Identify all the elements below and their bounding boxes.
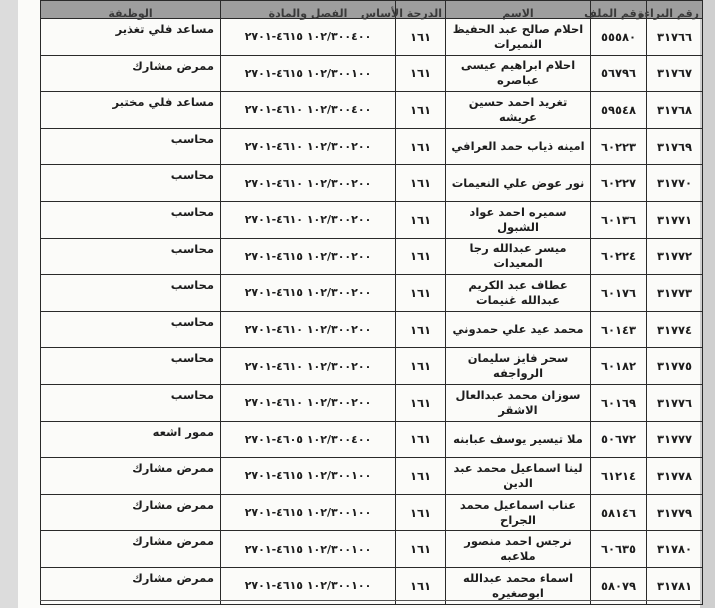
row-name: لينا اسماعيل محمد عبد الدين: [446, 458, 591, 495]
table-row: [41, 567, 703, 604]
left-scan-margin: [0, 0, 18, 608]
row-seq-number: ٣١٧٧٨: [647, 458, 703, 495]
row-grade-code: ١٦١: [396, 458, 446, 495]
table-row: [41, 421, 703, 458]
row-account-code: ١٠٢/٣٠٠٤٠٠ ٤٦٠٥-٢٧٠١: [221, 421, 396, 458]
row-seq-number: ٣١٧٧٤: [647, 311, 703, 348]
header-file: رقم الملف: [591, 1, 647, 19]
row-grade-code: ١٦١: [396, 201, 446, 238]
row-grade-code: ١٦١: [396, 55, 446, 92]
row-file-number: ٦٠٢٢٣: [591, 128, 647, 165]
row-name: نرجس احمد منصور ملاعبه: [446, 531, 591, 568]
row-file-number: ٥٥٥٨٠: [591, 19, 647, 56]
row-name: ميسر عبدالله رجا المعيدات: [446, 238, 591, 275]
row-job-title: مساعد فلي مختبر: [41, 92, 221, 129]
row-grade-code: ١٦١: [396, 567, 446, 604]
row-seq-number: ٣١٧٧٣: [647, 275, 703, 312]
header-account: الفصل والمادة: [221, 1, 396, 19]
table-row: [41, 531, 703, 568]
row-grade-code: ١٦١: [396, 311, 446, 348]
row-seq-number: ٣١٧٧٠: [647, 165, 703, 202]
row-name: نور عوض علي النعيمات: [446, 165, 591, 202]
row-account-code: ١٠٢/٣٠٠٢٠٠ ٤٦١٠-٢٧٠١: [221, 165, 396, 202]
table-body: [41, 19, 703, 605]
row-file-number: ٥٩٥٤٨: [591, 92, 647, 129]
row-file-number: ٦٠١٧٦: [591, 275, 647, 312]
row-name: سحر فايز سليمان الرواجفه: [446, 348, 591, 385]
header-code: الدرجة الأساس: [396, 1, 446, 19]
table-row: [41, 458, 703, 495]
row-account-code: ١٠٢/٣٠٠٢٠٠ ٤٦١٠-٢٧٠١: [221, 128, 396, 165]
row-account-code: ١٠٢/٣٠٠٢٠٠ ٤٦١٠-٢٧٠١: [221, 311, 396, 348]
row-file-number: ٦٠١٣٦: [591, 201, 647, 238]
row-job-title: محاسب: [41, 348, 221, 385]
row-account-code: ١٠٢/٣٠٠٢٠٠ ٤٦١٥-٢٧٠١: [221, 238, 396, 275]
row-name: ملا تيسير يوسف عبابنه: [446, 421, 591, 458]
row-job-title: مساعد فلي تغذير: [41, 19, 221, 56]
row-file-number: ٦٠٦٣٥: [591, 531, 647, 568]
row-job-title: ممرض مشارك: [41, 494, 221, 531]
table-row: [41, 128, 703, 165]
row-job-title: ممرض مشارك: [41, 458, 221, 495]
row-seq-number: ٣١٧٧١: [647, 201, 703, 238]
page-bottom-rule: [40, 600, 700, 601]
row-seq-number: ٣١٧٦٨: [647, 92, 703, 129]
row-seq-number: ٣١٧٨٠: [647, 531, 703, 568]
header-seq: رقم البراءة: [647, 1, 703, 19]
table-row: [41, 238, 703, 275]
row-name: سميره احمد عواد الشبول: [446, 201, 591, 238]
row-account-code: ١٠٢/٣٠٠١٠٠ ٤٦١٥-٢٧٠١: [221, 494, 396, 531]
row-file-number: ٦٠١٦٩: [591, 384, 647, 421]
row-job-title: محاسب: [41, 165, 221, 202]
row-file-number: ٦١٢١٤: [591, 458, 647, 495]
employees-table: [40, 0, 703, 605]
row-grade-code: ١٦١: [396, 531, 446, 568]
table-row: [41, 201, 703, 238]
row-grade-code: ١٦١: [396, 92, 446, 129]
table-row: [41, 92, 703, 129]
row-grade-code: ١٦١: [396, 384, 446, 421]
row-account-code: ١٠٢/٣٠٠١٠٠ ٤٦١٥-٢٧٠١: [221, 55, 396, 92]
table-row: [41, 165, 703, 202]
table-row: [41, 494, 703, 531]
table-row: [41, 275, 703, 312]
row-account-code: ١٠٢/٣٠٠٢٠٠ ٤٦١٠-٢٧٠١: [221, 201, 396, 238]
row-grade-code: ١٦١: [396, 19, 446, 56]
row-account-code: ١٠٢/٣٠٠٤٠٠ ٤٦١٥-٢٧٠١: [221, 19, 396, 56]
row-account-code: ١٠٢/٣٠٠٢٠٠ ٤٦١٠-٢٧٠١: [221, 384, 396, 421]
row-seq-number: ٣١٧٦٩: [647, 128, 703, 165]
row-file-number: ٦٠٢٢٤: [591, 238, 647, 275]
row-file-number: ٥٠٦٧٢: [591, 421, 647, 458]
row-seq-number: ٣١٧٧٩: [647, 494, 703, 531]
row-job-title: محاسب: [41, 275, 221, 312]
row-file-number: ٦٠١٤٣: [591, 311, 647, 348]
row-name: احلام صالح عبد الحفيظ النميرات: [446, 19, 591, 56]
row-account-code: ١٠٢/٣٠٠١٠٠ ٤٦١٥-٢٧٠١: [221, 567, 396, 604]
row-job-title: ممور اشعه: [41, 421, 221, 458]
row-grade-code: ١٦١: [396, 494, 446, 531]
row-account-code: ١٠٢/٣٠٠٢٠٠ ٤٦١٠-٢٧٠١: [221, 348, 396, 385]
header-name: الاسم: [446, 1, 591, 19]
row-seq-number: ٣١٧٧٥: [647, 348, 703, 385]
row-grade-code: ١٦١: [396, 348, 446, 385]
row-job-title: ممرض مشارك: [41, 567, 221, 604]
row-name: عطاف عبد الكريم عبدالله غنيمات: [446, 275, 591, 312]
row-account-code: ١٠٢/٣٠٠١٠٠ ٤٦١٥-٢٧٠١: [221, 458, 396, 495]
table-header-row: [41, 1, 703, 19]
row-name: امينه ذياب حمد العرافي: [446, 128, 591, 165]
row-name: تغريد احمد حسين عريشه: [446, 92, 591, 129]
row-grade-code: ١٦١: [396, 128, 446, 165]
row-seq-number: ٣١٧٨١: [647, 567, 703, 604]
header-job: الوظيفة: [41, 1, 221, 19]
row-seq-number: ٣١٧٧٦: [647, 384, 703, 421]
row-job-title: محاسب: [41, 311, 221, 348]
row-file-number: ٥٦٧٩٦: [591, 55, 647, 92]
table-row: [41, 384, 703, 421]
row-name: اسماء محمد عبدالله ابوصغيره: [446, 567, 591, 604]
row-file-number: ٥٨٠٧٩: [591, 567, 647, 604]
table-row: [41, 348, 703, 385]
row-name: سوزان محمد عبدالعال الاشقر: [446, 384, 591, 421]
row-file-number: ٥٨١٤٦: [591, 494, 647, 531]
row-seq-number: ٣١٧٦٦: [647, 19, 703, 56]
row-name: عناب اسماعيل محمد الجراح: [446, 494, 591, 531]
row-job-title: محاسب: [41, 201, 221, 238]
table-row: [41, 311, 703, 348]
row-job-title: محاسب: [41, 128, 221, 165]
row-grade-code: ١٦١: [396, 275, 446, 312]
row-seq-number: ٣١٧٦٧: [647, 55, 703, 92]
table-row: [41, 55, 703, 92]
row-grade-code: ١٦١: [396, 165, 446, 202]
row-job-title: ممرض مشارك: [41, 531, 221, 568]
row-account-code: ١٠٢/٣٠٠٤٠٠ ٤٦١٠-٢٧٠١: [221, 92, 396, 129]
row-job-title: محاسب: [41, 384, 221, 421]
table-row: [41, 19, 703, 56]
row-seq-number: ٣١٧٧٢: [647, 238, 703, 275]
row-grade-code: ١٦١: [396, 238, 446, 275]
row-account-code: ١٠٢/٣٠٠٢٠٠ ٤٦١٥-٢٧٠١: [221, 275, 396, 312]
row-grade-code: ١٦١: [396, 421, 446, 458]
row-job-title: محاسب: [41, 238, 221, 275]
row-file-number: ٦٠١٨٢: [591, 348, 647, 385]
row-job-title: ممرض مشارك: [41, 55, 221, 92]
row-name: محمد عيد علي حمدوني: [446, 311, 591, 348]
row-account-code: ١٠٢/٣٠٠١٠٠ ٤٦١٥-٢٧٠١: [221, 531, 396, 568]
row-seq-number: ٣١٧٧٧: [647, 421, 703, 458]
row-name: احلام ابراهيم عيسى عباصره: [446, 55, 591, 92]
row-file-number: ٦٠٢٢٧: [591, 165, 647, 202]
